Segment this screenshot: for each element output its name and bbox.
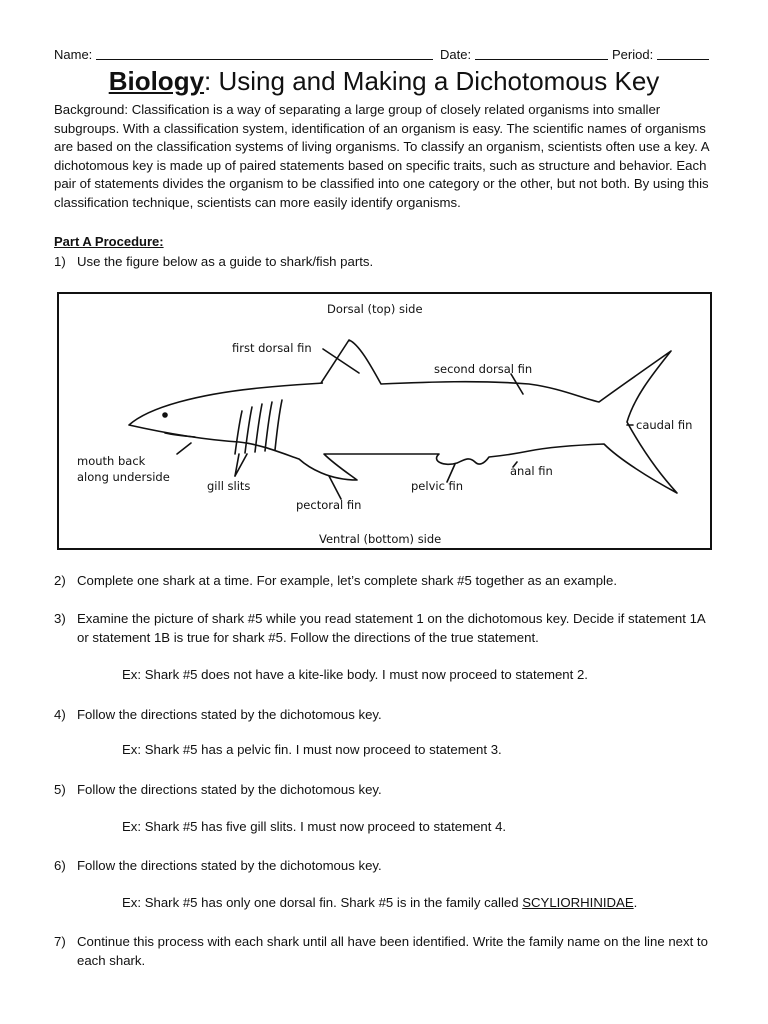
pectoral-fin-label: pectoral fin	[296, 498, 362, 512]
background-paragraph: Background: Classification is a way of separating a large group of closely related organisms into smaller subgroups. With a classification system, identification of an organism is easy. The scientific names of organisms are based on the classification systems of living organisms. To classify an organism, scientists often use a key. A dichotomous key is made up of paired statements based on specific traits, such as structure and behavior. Each pair of statements divides the organism to be classified into one category or the other, but not both. By using this classification technique, scientists can more easily identify organisms.	[54, 102, 709, 210]
step-7	[54, 932, 716, 972]
step-text: Follow the directions stated by the dichotomous key.	[77, 858, 382, 873]
period-field[interactable]	[612, 47, 709, 62]
name-blank[interactable]	[96, 47, 433, 60]
name-label: Name:	[54, 47, 93, 62]
step-4	[54, 705, 716, 725]
family-name: SCYLIORHINIDAE	[522, 895, 634, 910]
gill-slit	[265, 402, 272, 451]
example-period: .	[633, 895, 638, 910]
second-dorsal-fin-label: second dorsal fin	[434, 362, 533, 376]
step-1	[54, 252, 716, 272]
name-field[interactable]	[54, 47, 433, 62]
example-step-3: Ex: Shark #5 does not have a kite-like body. I must now proceed to statement 2.	[122, 667, 588, 682]
example-step-5: Ex: Shark #5 has five gill slits. I must now proceed to statement 4.	[122, 819, 507, 834]
mouth-label-line2: along underside	[77, 470, 170, 484]
title-rest: : Using and Making a Dichotomous Key	[204, 66, 660, 96]
step-5	[54, 780, 716, 800]
gill-slit	[275, 400, 282, 450]
step-text: Follow the directions stated by the dichotomous key.	[77, 707, 382, 722]
step-text: Use the figure below as a guide to shark/fish parts.	[77, 254, 374, 269]
example-step-4: Ex: Shark #5 has a pelvic fin. I must now proceed to statement 3.	[122, 742, 502, 757]
dorsal-side-label: Dorsal (top) side	[327, 302, 423, 316]
example-step-6	[122, 895, 637, 910]
gill-slit	[245, 407, 252, 453]
step-number: 1)	[54, 254, 66, 269]
mouth-label-line1: mouth back	[77, 454, 146, 468]
step-text: Continue this process with each shark until all have been identified. Write the family name on the line next to each shark.	[77, 934, 708, 968]
step-6	[54, 856, 716, 876]
date-field[interactable]	[440, 47, 608, 62]
shark-anatomy-figure	[57, 292, 712, 550]
gill-slits-label: gill slits	[207, 479, 251, 493]
pelvic-fin-label: pelvic fin	[411, 479, 464, 493]
gill-slit	[235, 411, 242, 454]
step-number: 5)	[54, 782, 66, 797]
part-a-heading: Part A Procedure:	[54, 234, 164, 249]
step-2	[54, 571, 716, 591]
shark-eye	[163, 413, 167, 417]
page-title	[0, 66, 768, 97]
shark-illustration	[59, 294, 710, 548]
example-text: Ex: Shark #5 has only one dorsal fin. Shark #5 is in the family called	[122, 895, 523, 910]
date-blank[interactable]	[475, 47, 608, 60]
step-text: Examine the picture of shark #5 while you read statement 1 on the dichotomous key. Decide if statement 1A or statement 1B is true for shark #5. Follow the directions of the true statement.	[77, 611, 705, 645]
step-number: 6)	[54, 858, 66, 873]
step-text: Follow the directions stated by the dichotomous key.	[77, 782, 382, 797]
anal-fin-label: anal fin	[510, 464, 553, 478]
leader-mouth	[177, 443, 191, 454]
period-label: Period:	[612, 47, 654, 62]
shark-body-outline	[129, 340, 677, 493]
period-blank[interactable]	[657, 47, 709, 60]
step-3	[54, 609, 716, 649]
caudal-fin-label: caudal fin	[636, 418, 693, 432]
shark-mouth	[165, 433, 195, 437]
step-text: Complete one shark at a time. For example, let’s complete shark #5 together as an example.	[77, 573, 617, 588]
step-number: 7)	[54, 934, 66, 949]
title-subject: Biology	[108, 66, 205, 96]
step-number: 4)	[54, 707, 66, 722]
step-number: 3)	[54, 611, 66, 626]
ventral-side-label: Ventral (bottom) side	[319, 532, 442, 546]
leader-pectoral	[329, 476, 341, 499]
date-label: Date:	[440, 47, 472, 62]
first-dorsal-fin-label: first dorsal fin	[232, 341, 312, 355]
step-number: 2)	[54, 573, 66, 588]
